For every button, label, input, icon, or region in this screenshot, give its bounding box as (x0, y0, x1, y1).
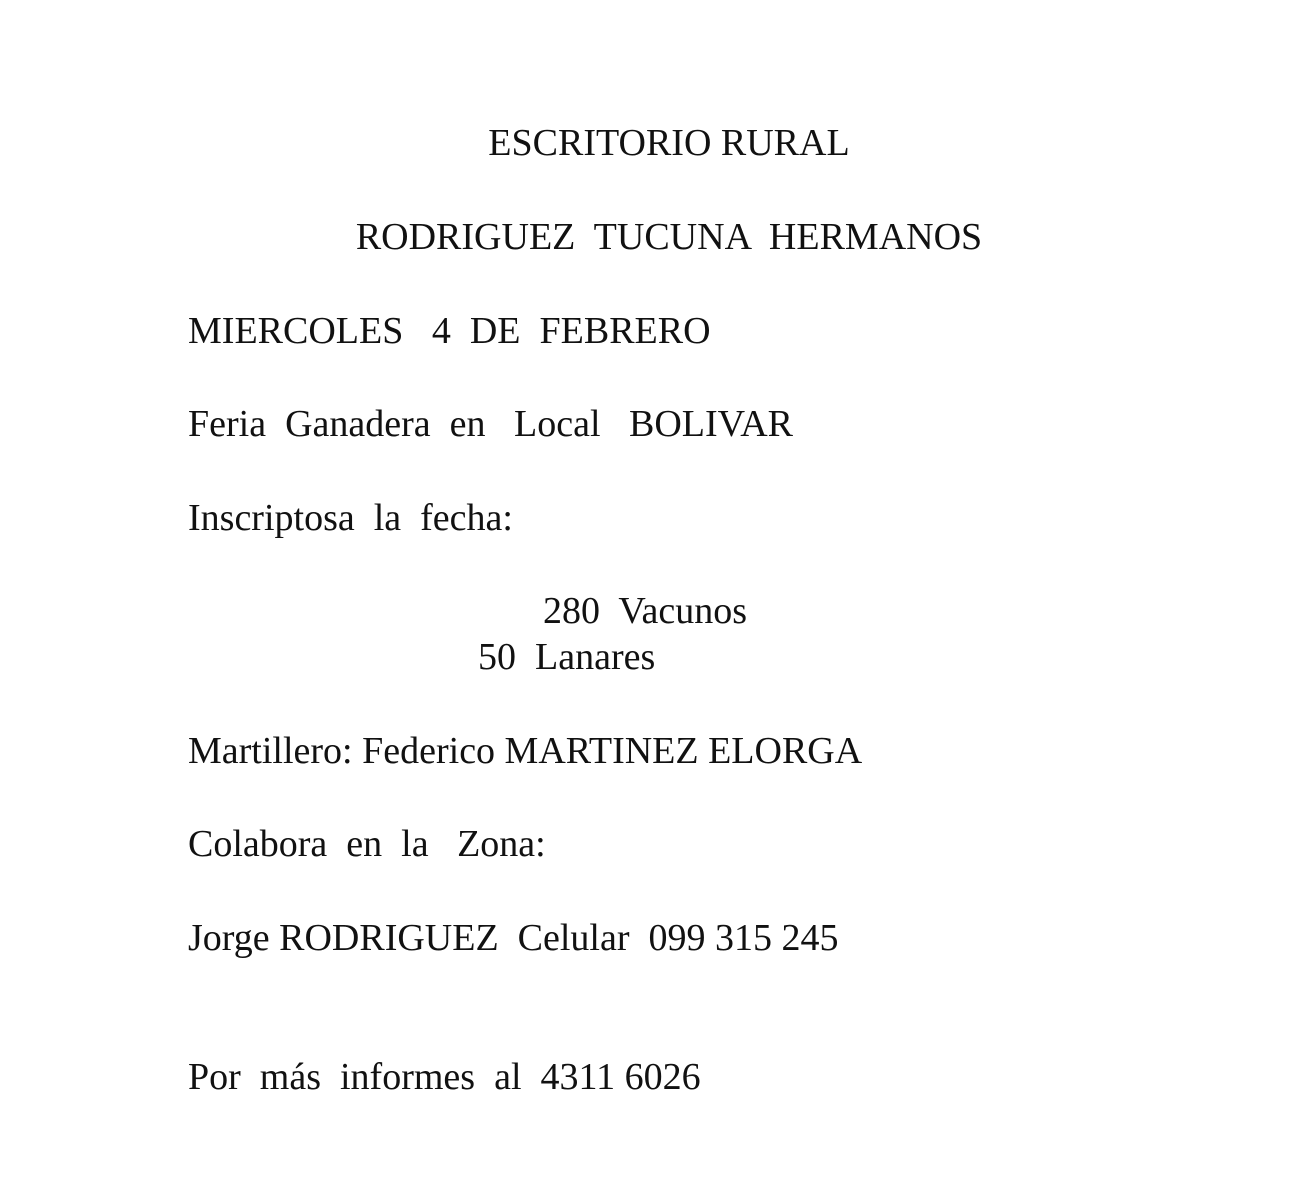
zone-contact: Jorge RODRIGUEZ Celular 099 315 245 (188, 917, 839, 959)
company-name: RODRIGUEZ TUCUNA HERMANOS (355, 216, 983, 258)
livestock-lanares: 50 Lanares (478, 636, 656, 678)
document-title: ESCRITORIO RURAL (488, 122, 850, 164)
auctioneer: Martillero: Federico MARTINEZ ELORGA (188, 730, 863, 772)
livestock-vacunos: 280 Vacunos (543, 590, 748, 632)
registered-label: Inscriptosa la fecha: (188, 497, 513, 539)
more-info: Por más informes al 4311 6026 (188, 1056, 701, 1098)
event-date: MIERCOLES 4 DE FEBRERO (188, 310, 711, 352)
zone-label: Colabora en la Zona: (188, 823, 546, 865)
fair-location: Feria Ganadera en Local BOLIVAR (188, 403, 793, 445)
